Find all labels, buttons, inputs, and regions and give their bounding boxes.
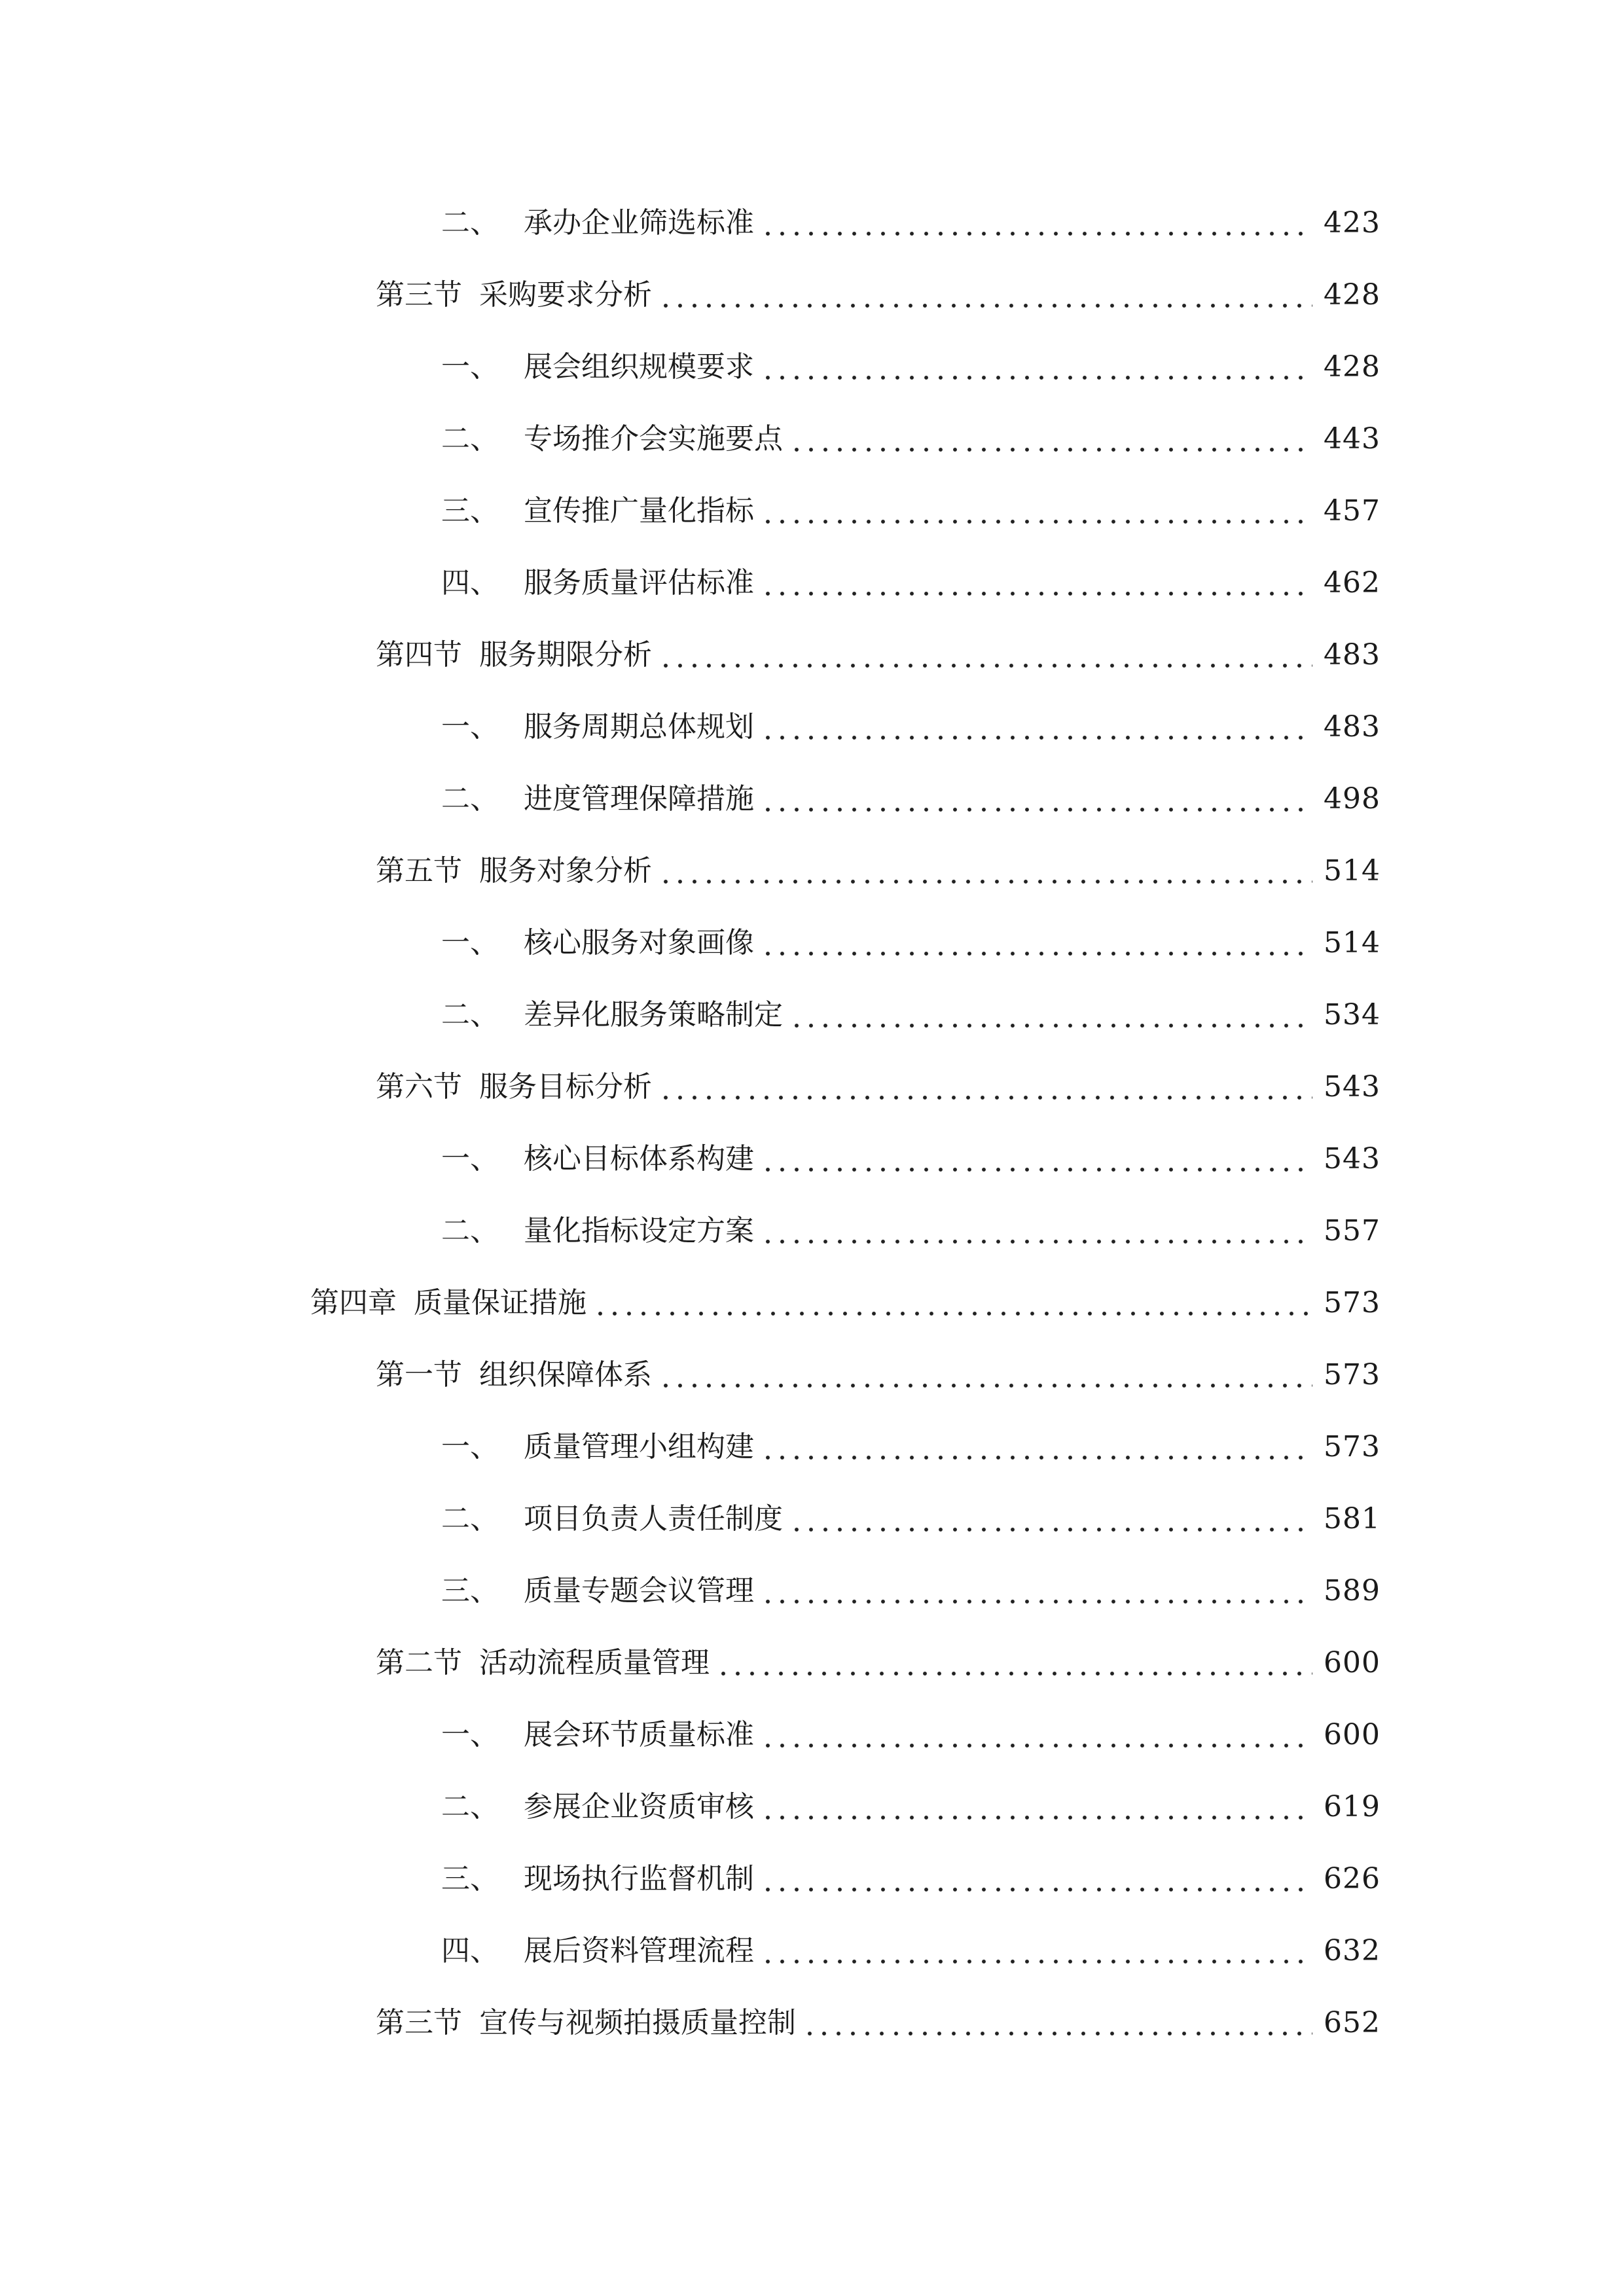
toc-entry-number: 二、 <box>441 782 499 816</box>
toc-entry-number: 二、 <box>441 206 499 240</box>
dot-leader <box>659 857 1312 886</box>
toc-entry-page: 600 <box>1324 1646 1380 1679</box>
toc-entry-number: 第一节 <box>376 1358 462 1391</box>
toc-entry-number: 二、 <box>441 422 499 456</box>
toc-entry-number: 三、 <box>441 1862 499 1895</box>
toc-entry-title: 进度管理保障措施 <box>524 782 754 816</box>
toc-entry-page: 652 <box>1324 2006 1380 2039</box>
toc-entry-title: 质量保证措施 <box>414 1286 586 1319</box>
toc-entry[interactable] <box>0 475 1624 547</box>
toc-entry[interactable] <box>0 1051 1624 1123</box>
toc-entry-page: 589 <box>1324 1574 1380 1607</box>
dot-leader <box>789 1001 1312 1030</box>
toc-entry-page: 573 <box>1324 1358 1380 1391</box>
toc-entry-page: 581 <box>1324 1502 1380 1535</box>
toc-entry-page: 626 <box>1324 1862 1380 1895</box>
toc-entry[interactable] <box>0 1771 1624 1843</box>
toc-entry-page: 462 <box>1324 566 1380 600</box>
dot-leader <box>659 1361 1312 1390</box>
toc-entry-title: 采购要求分析 <box>479 278 652 312</box>
toc-entry[interactable] <box>0 1483 1624 1555</box>
toc-entry[interactable] <box>0 259 1624 331</box>
toc-entry[interactable] <box>0 331 1624 403</box>
toc-entry[interactable] <box>0 1915 1624 1987</box>
toc-entry-page: 573 <box>1324 1430 1380 1463</box>
toc-entry-number: 三、 <box>441 494 499 528</box>
toc-entry[interactable] <box>0 1843 1624 1915</box>
dot-leader <box>761 1433 1312 1462</box>
toc-entry[interactable] <box>0 1627 1624 1699</box>
toc-entry[interactable] <box>0 763 1624 835</box>
toc-entry-number: 第四章 <box>310 1286 397 1319</box>
table-of-contents <box>0 187 1624 2059</box>
dot-leader <box>761 569 1312 598</box>
toc-entry-title: 展会环节质量标准 <box>524 1718 754 1751</box>
toc-entry-title: 现场执行监督机制 <box>524 1862 754 1895</box>
toc-entry-number: 第六节 <box>376 1070 462 1103</box>
dot-leader <box>789 1505 1312 1534</box>
toc-entry-number: 第三节 <box>376 278 462 312</box>
toc-entry-page: 632 <box>1324 1934 1380 1967</box>
toc-entry-title: 宣传与视频拍摄质量控制 <box>479 2006 796 2039</box>
toc-entry-number: 二、 <box>441 998 499 1031</box>
toc-entry-number: 第五节 <box>376 854 462 888</box>
toc-entry-page: 428 <box>1324 350 1380 384</box>
toc-entry-page: 514 <box>1324 926 1380 960</box>
toc-entry-page: 498 <box>1324 782 1380 816</box>
toc-entry-page: 543 <box>1324 1070 1380 1103</box>
dot-leader <box>761 1793 1312 1821</box>
toc-entry-number: 一、 <box>441 350 499 384</box>
toc-entry-title: 组织保障体系 <box>479 1358 652 1391</box>
dot-leader <box>659 1073 1312 1102</box>
toc-entry-title: 质量管理小组构建 <box>524 1430 754 1463</box>
toc-entry[interactable] <box>0 187 1624 259</box>
toc-entry-number: 四、 <box>441 1934 499 1967</box>
toc-entry-title: 服务质量评估标准 <box>524 566 754 600</box>
toc-entry[interactable] <box>0 1987 1624 2059</box>
dot-leader <box>761 1721 1312 1749</box>
toc-entry-page: 619 <box>1324 1790 1380 1823</box>
toc-entry-number: 三、 <box>441 1574 499 1607</box>
toc-entry[interactable] <box>0 1339 1624 1411</box>
toc-entry-page: 534 <box>1324 998 1380 1031</box>
toc-entry-number: 四、 <box>441 566 499 600</box>
toc-entry-title: 展后资料管理流程 <box>524 1934 754 1967</box>
toc-entry-title: 展会组织规模要求 <box>524 350 754 384</box>
toc-entry-title: 量化指标设定方案 <box>524 1214 754 1247</box>
dot-leader <box>761 785 1312 814</box>
toc-entry-title: 参展企业资质审核 <box>524 1790 754 1823</box>
toc-entry-title: 承办企业筛选标准 <box>524 206 754 240</box>
toc-entry-page: 423 <box>1324 206 1380 240</box>
toc-entry-page: 514 <box>1324 854 1380 888</box>
dot-leader <box>593 1289 1312 1318</box>
toc-entry[interactable] <box>0 1123 1624 1195</box>
dot-leader <box>761 1865 1312 1893</box>
toc-entry-number: 一、 <box>441 710 499 744</box>
toc-entry-page: 483 <box>1324 638 1380 672</box>
dot-leader <box>803 2009 1312 2037</box>
toc-entry-title: 服务对象分析 <box>479 854 652 888</box>
toc-entry[interactable] <box>0 1699 1624 1771</box>
toc-entry-page: 443 <box>1324 422 1380 456</box>
toc-entry[interactable] <box>0 619 1624 691</box>
toc-entry-number: 二、 <box>441 1502 499 1535</box>
toc-entry-page: 600 <box>1324 1718 1380 1751</box>
toc-entry[interactable] <box>0 1195 1624 1267</box>
toc-entry-page: 483 <box>1324 710 1380 744</box>
toc-entry-number: 第二节 <box>376 1646 462 1679</box>
toc-entry-number: 第四节 <box>376 638 462 672</box>
toc-entry-number: 二、 <box>441 1214 499 1247</box>
dot-leader <box>761 209 1312 238</box>
dot-leader <box>761 497 1312 526</box>
toc-entry[interactable] <box>0 403 1624 475</box>
toc-entry[interactable] <box>0 1555 1624 1627</box>
toc-entry-number: 第三节 <box>376 2006 462 2039</box>
toc-entry[interactable] <box>0 1267 1624 1339</box>
dot-leader <box>761 1577 1312 1605</box>
toc-entry-page: 557 <box>1324 1214 1380 1247</box>
toc-entry[interactable] <box>0 691 1624 763</box>
toc-entry-title: 项目负责人责任制度 <box>524 1502 783 1535</box>
toc-entry-number: 一、 <box>441 926 499 960</box>
toc-entry-page: 543 <box>1324 1142 1380 1175</box>
toc-entry[interactable] <box>0 1411 1624 1483</box>
dot-leader <box>761 929 1312 958</box>
toc-entry-title: 服务目标分析 <box>479 1070 652 1103</box>
toc-entry-title: 服务期限分析 <box>479 638 652 672</box>
dot-leader <box>761 713 1312 742</box>
toc-entry-title: 宣传推广量化指标 <box>524 494 754 528</box>
toc-entry[interactable] <box>0 547 1624 619</box>
toc-entry[interactable] <box>0 835 1624 907</box>
toc-entry-title: 活动流程质量管理 <box>479 1646 710 1679</box>
toc-entry-number: 一、 <box>441 1718 499 1751</box>
dot-leader <box>659 281 1312 310</box>
toc-entry-title: 服务周期总体规划 <box>524 710 754 744</box>
dot-leader <box>761 1937 1312 1965</box>
toc-entry-title: 核心服务对象画像 <box>524 926 754 960</box>
dot-leader <box>716 1649 1312 1677</box>
toc-entry-number: 二、 <box>441 1790 499 1823</box>
dot-leader <box>659 641 1312 670</box>
toc-entry-title: 专场推介会实施要点 <box>524 422 783 456</box>
dot-leader <box>761 1217 1312 1246</box>
toc-entry-title: 核心目标体系构建 <box>524 1142 754 1175</box>
dot-leader <box>789 425 1312 454</box>
toc-entry-page: 457 <box>1324 494 1380 528</box>
toc-entry-title: 质量专题会议管理 <box>524 1574 754 1607</box>
toc-entry-number: 一、 <box>441 1430 499 1463</box>
toc-entry-page: 573 <box>1324 1286 1380 1319</box>
dot-leader <box>761 1145 1312 1174</box>
toc-entry[interactable] <box>0 907 1624 979</box>
toc-entry-number: 一、 <box>441 1142 499 1175</box>
dot-leader <box>761 353 1312 382</box>
toc-entry-title: 差异化服务策略制定 <box>524 998 783 1031</box>
toc-entry-page: 428 <box>1324 278 1380 312</box>
toc-entry[interactable] <box>0 979 1624 1051</box>
